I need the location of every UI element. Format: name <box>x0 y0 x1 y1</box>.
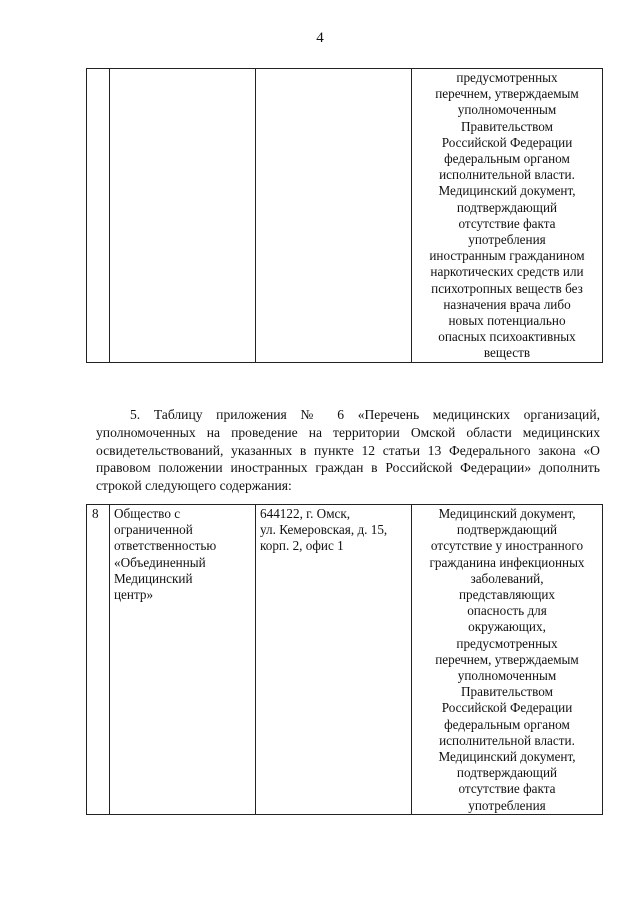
cell-number: 8 <box>87 505 110 815</box>
cell-address: 644122, г. Омск, ул. Кемеровская, д. 15, корп. 2, офис 1 <box>256 505 412 815</box>
cell-documents: предусмотренных перечнем, утверждаемым уполномоченным Правительством Российской Федерации федеральным органом исполнительной власти. Медицинский документ, подтверждающий отсутствие факта употребления иностранным гражданином наркотических средств или психотропных веществ без назначения врача либо новых потенциально опасных психоактивных веществ <box>412 69 603 363</box>
cell-number <box>87 69 110 363</box>
amendment-paragraph <box>96 406 600 495</box>
cell-address <box>256 69 412 363</box>
amendment-paragraph-text: 5. Таблицу приложения № 6 «Перечень медицинских организаций, уполномоченных на проведение на территории Омской области медицинских освидетельствований, указанных в пункте 12 статьи 13 Федерального закона «О правовом положении иностранных граждан в Российской Федерации» дополнить строкой следующего содержания: <box>96 407 600 494</box>
table-top <box>86 68 603 363</box>
page-number: 4 <box>316 30 324 46</box>
cell-documents: Медицинский документ, подтверждающий отсутствие у иностранного гражданина инфекционных заболеваний, представляющих опасность для окружающих, предусмотренных перечнем, утверждаемым уполномоченным Правительством Российской Федерации федеральным органом исполнительной власти. Медицинский документ, подтверждающий отсутствие факта употребления <box>412 505 603 815</box>
table-row <box>87 69 603 363</box>
cell-organization: Общество с ограниченной ответственностью «Объединенный Медицинский центр» <box>110 505 256 815</box>
table-bottom <box>86 504 603 815</box>
cell-organization <box>110 69 256 363</box>
table-row <box>87 505 603 815</box>
